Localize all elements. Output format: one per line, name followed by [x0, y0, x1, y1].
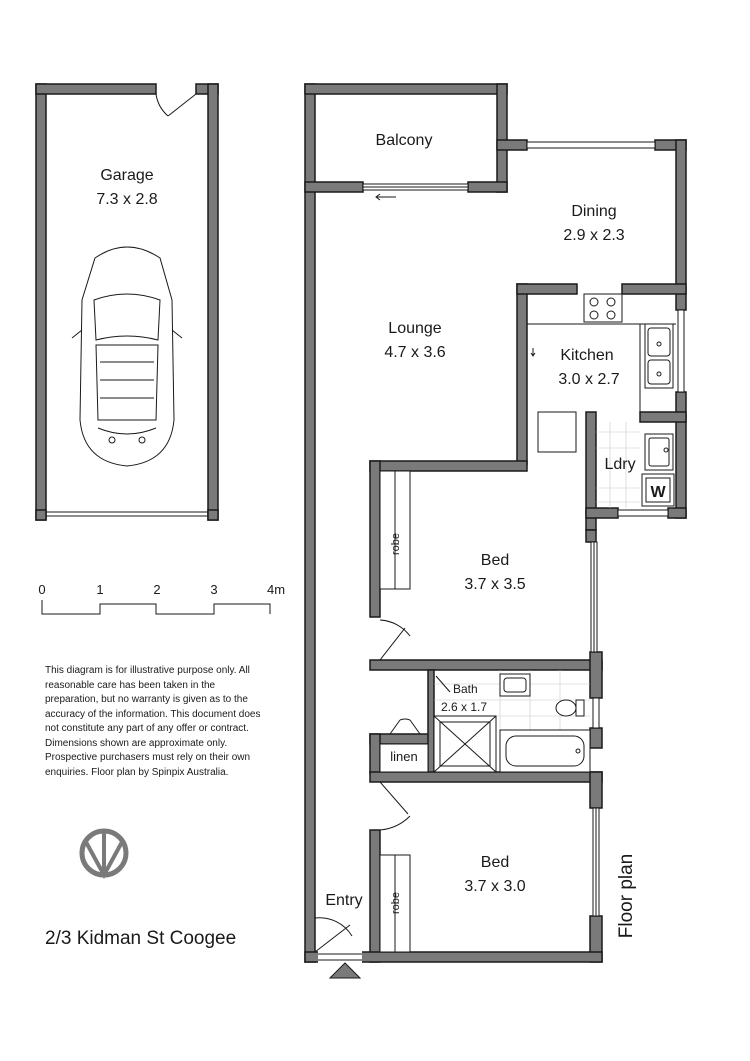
bath-label: Bath	[453, 682, 478, 696]
garage-label: Garage	[100, 167, 154, 184]
scale-tick-3: 3	[210, 582, 218, 597]
bath-vanity-icon	[500, 674, 530, 696]
compass-icon	[82, 831, 126, 875]
shower-icon	[434, 716, 496, 772]
fridge-icon	[538, 412, 576, 452]
entry-door	[315, 918, 362, 964]
unit-walls	[305, 84, 686, 962]
bed2-dimensions: 3.7 x 3.0	[464, 878, 526, 895]
property-address: 2/3 Kidman St Coogee	[45, 928, 237, 949]
bed2-door	[380, 782, 410, 830]
scale-tick-1: 1	[96, 582, 104, 597]
kitchen-sink-icon	[645, 324, 673, 388]
dining-dimensions: 2.9 x 2.3	[563, 227, 625, 244]
scale-tick-0: 0	[38, 582, 46, 597]
kitchen-dimensions: 3.0 x 2.7	[558, 371, 620, 388]
entry-label: Entry	[325, 892, 363, 909]
bed1-robe-label: robe	[390, 532, 402, 556]
scale-bar	[42, 600, 270, 614]
entry-arrow-icon	[330, 963, 360, 978]
kitchen-label: Kitchen	[560, 347, 614, 364]
garage-side-door	[156, 94, 196, 116]
linen-cupboard	[380, 719, 428, 772]
laundry-tub-icon	[645, 434, 673, 470]
windows	[363, 142, 684, 916]
car-outline	[72, 247, 182, 466]
bed1-label: Bed	[480, 552, 510, 569]
washer-label: W	[650, 484, 666, 501]
bed1-door	[380, 620, 410, 660]
sliding-arrow-icon	[376, 194, 396, 200]
dining-label: Dining	[571, 203, 617, 220]
lounge-label: Lounge	[388, 320, 442, 337]
bed1-robe	[380, 471, 410, 589]
bath-dimensions: 2.6 x 1.7	[441, 700, 488, 714]
garage-dimensions: 7.3 x 2.8	[96, 191, 158, 208]
kitchen-arrow-icon	[531, 348, 535, 356]
scale-tick-4: 4m	[266, 582, 286, 597]
floor-plan-side-title: Floor plan	[616, 853, 637, 939]
bed1-dimensions: 3.7 x 3.5	[464, 576, 526, 593]
bathtub-icon	[500, 730, 590, 772]
bed2-robe-label: robe	[390, 891, 402, 915]
balcony-label: Balcony	[375, 132, 433, 149]
laundry-label: Ldry	[604, 456, 636, 473]
toilet-icon	[556, 700, 584, 716]
bed2-label: Bed	[480, 854, 510, 871]
linen-label: linen	[390, 749, 418, 764]
scale-tick-2: 2	[153, 582, 161, 597]
cooktop-icon	[584, 294, 622, 322]
lounge-dimensions: 4.7 x 3.6	[384, 344, 446, 361]
disclaimer-text: This diagram is for illustrative purpose only. All reasonable care has been taken in the preparation, but no warranty is given as to the accuracy of the information. This document does not constitute any part of any offer or contract. Dimensions shown are approximate only. Prospective purchasers must rely on their own enquiries. Floor plan by Spinpix Australia.	[45, 665, 261, 778]
